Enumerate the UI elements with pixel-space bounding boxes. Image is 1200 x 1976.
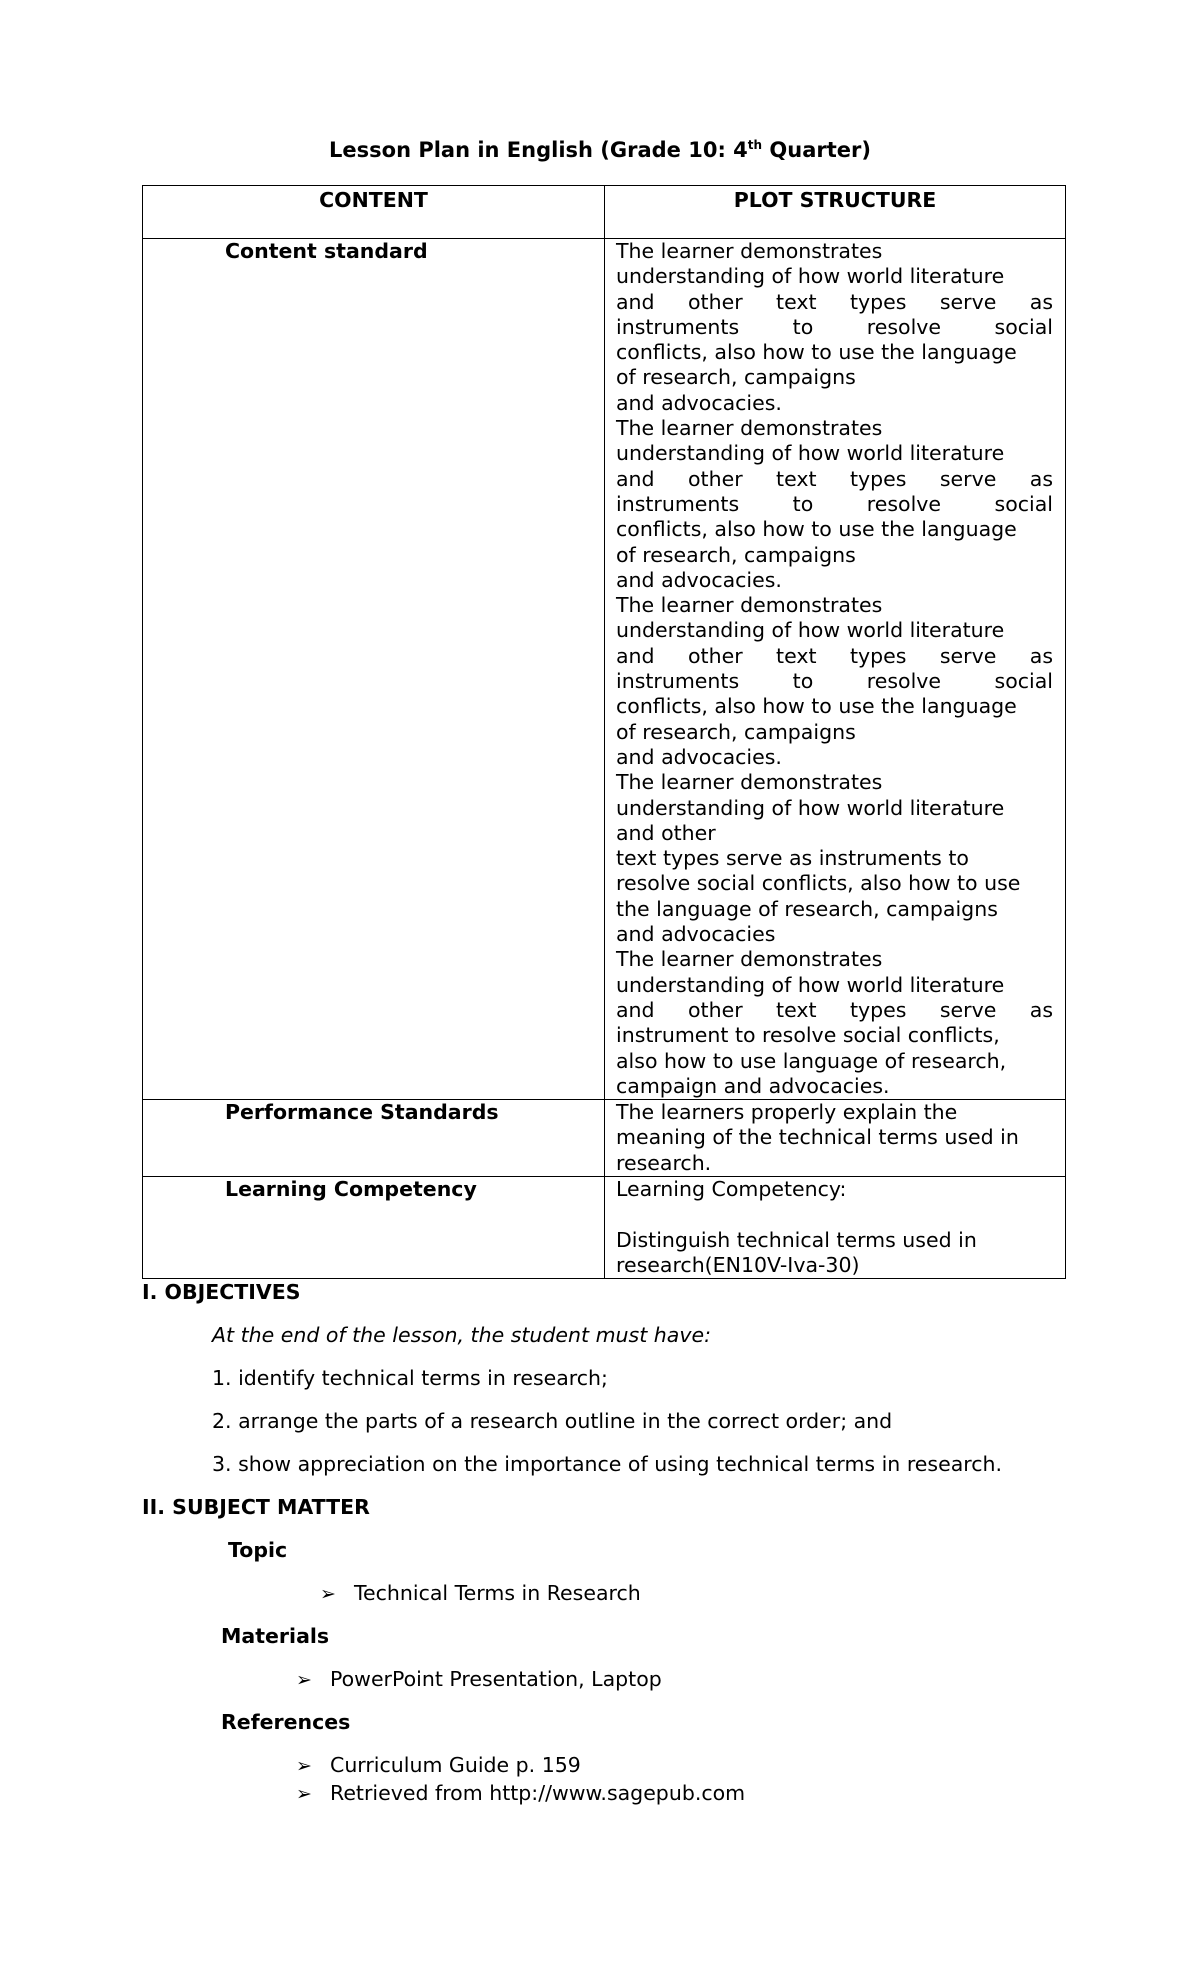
- cell-line: conflicts, also how to use the language: [616, 694, 1017, 719]
- objective-item-1: 1. identify technical terms in research;: [212, 1366, 608, 1390]
- cell-line: meaning of the technical terms used in: [616, 1125, 1019, 1150]
- reference-text-1: Curriculum Guide p. 159: [330, 1753, 581, 1777]
- cell-line: The learner demonstrates: [616, 593, 883, 618]
- cell-line: and other: [616, 820, 716, 845]
- cell-line: [616, 1202, 1053, 1227]
- cell-line: and other text types serve as: [616, 289, 1053, 314]
- arrow-bullet-icon: ➢: [296, 1755, 312, 1777]
- row-learning-competency: [143, 1176, 1066, 1278]
- cell-line: The learner demonstrates: [616, 416, 883, 441]
- cell-line: conflicts, also how to use the language: [616, 517, 1017, 542]
- title-end: Quarter): [762, 138, 871, 162]
- arrow-bullet-icon: ➢: [320, 1583, 336, 1605]
- topic-item: [320, 1581, 641, 1605]
- page-title: [0, 138, 1200, 162]
- objectives-heading: I. OBJECTIVES: [142, 1280, 301, 1304]
- row-performance-standards: [143, 1100, 1066, 1177]
- cell-line: and advocacies.: [616, 567, 782, 592]
- header-plot-structure: PLOT STRUCTURE: [605, 186, 1066, 239]
- cell-line: text types serve as instruments to: [616, 846, 969, 871]
- value-learning-competency: [605, 1176, 1066, 1278]
- cell-line: of research, campaigns: [616, 365, 856, 390]
- cell-line: instruments to resolve social: [616, 669, 1053, 694]
- reference-item-1: [296, 1753, 581, 1777]
- row-content-standard: [143, 239, 1066, 1100]
- cell-line: The learner demonstrates: [616, 239, 883, 263]
- cell-line: and advocacies.: [616, 390, 782, 415]
- cell-line: of research, campaigns: [616, 719, 856, 744]
- cell-line: Learning Competency:: [616, 1176, 847, 1201]
- objective-item-3: 3. show appreciation on the importance of using technical terms in research.: [212, 1452, 1003, 1476]
- cell-line: and advocacies: [616, 922, 776, 947]
- label-content-standard: Content standard: [143, 239, 605, 1100]
- cell-line: instruments to resolve social: [616, 491, 1053, 516]
- reference-item-2: [296, 1781, 745, 1805]
- cell-line: The learners properly explain the: [616, 1100, 958, 1125]
- header-content: CONTENT: [143, 186, 605, 239]
- topic-label: Topic: [228, 1538, 288, 1562]
- topic-text: Technical Terms in Research: [354, 1581, 641, 1605]
- value-content-standard: [605, 239, 1066, 1100]
- subject-matter-heading: II. SUBJECT MATTER: [142, 1495, 370, 1519]
- cell-line: instruments to resolve social: [616, 314, 1053, 339]
- cell-line: campaign and advocacies.: [616, 1073, 890, 1098]
- objectives-intro: At the end of the lesson, the student must have:: [212, 1323, 711, 1347]
- materials-label: Materials: [221, 1624, 330, 1648]
- arrow-bullet-icon: ➢: [296, 1783, 312, 1805]
- title-superscript: th: [747, 138, 763, 152]
- cell-line: conflicts, also how to use the language: [616, 340, 1017, 365]
- cell-line: understanding of how world literature: [616, 795, 1005, 820]
- cell-line: Distinguish technical terms used in: [616, 1227, 977, 1252]
- value-performance-standards: [605, 1100, 1066, 1177]
- cell-line: of research, campaigns: [616, 542, 856, 567]
- cell-line: resolve social conflicts, also how to use: [616, 871, 1021, 896]
- cell-line: research.: [616, 1150, 712, 1175]
- cell-line: understanding of how world literature: [616, 264, 1005, 289]
- cell-line: and advocacies.: [616, 744, 782, 769]
- cell-line: The learner demonstrates: [616, 770, 883, 795]
- cell-line: and other text types serve as: [616, 466, 1053, 491]
- label-performance-standards: Performance Standards: [143, 1100, 605, 1177]
- cell-line: understanding of how world literature: [616, 618, 1005, 643]
- references-label: References: [221, 1710, 351, 1734]
- reference-text-2: Retrieved from http://www.sagepub.com: [330, 1781, 746, 1805]
- objective-item-2: 2. arrange the parts of a research outline in the correct order; and: [212, 1409, 893, 1433]
- cell-line: also how to use language of research,: [616, 1048, 1007, 1073]
- materials-text: PowerPoint Presentation, Laptop: [330, 1667, 662, 1691]
- cell-line: understanding of how world literature: [616, 441, 1005, 466]
- arrow-bullet-icon: ➢: [296, 1669, 312, 1691]
- cell-line: the language of research, campaigns: [616, 896, 998, 921]
- cell-line: and other text types serve as: [616, 643, 1053, 668]
- lesson-plan-table: [142, 185, 1066, 1279]
- cell-line: understanding of how world literature: [616, 972, 1005, 997]
- title-main: Lesson Plan in English (Grade 10: 4: [329, 138, 748, 162]
- cell-line: The learner demonstrates: [616, 947, 883, 972]
- cell-line: instrument to resolve social conflicts,: [616, 1023, 1000, 1048]
- materials-item: [296, 1667, 662, 1691]
- label-learning-competency: Learning Competency: [143, 1176, 605, 1278]
- table-header-row: [143, 186, 1066, 239]
- cell-line: and other text types serve as: [616, 997, 1053, 1022]
- cell-line: research(EN10V-Iva-30): [616, 1252, 860, 1277]
